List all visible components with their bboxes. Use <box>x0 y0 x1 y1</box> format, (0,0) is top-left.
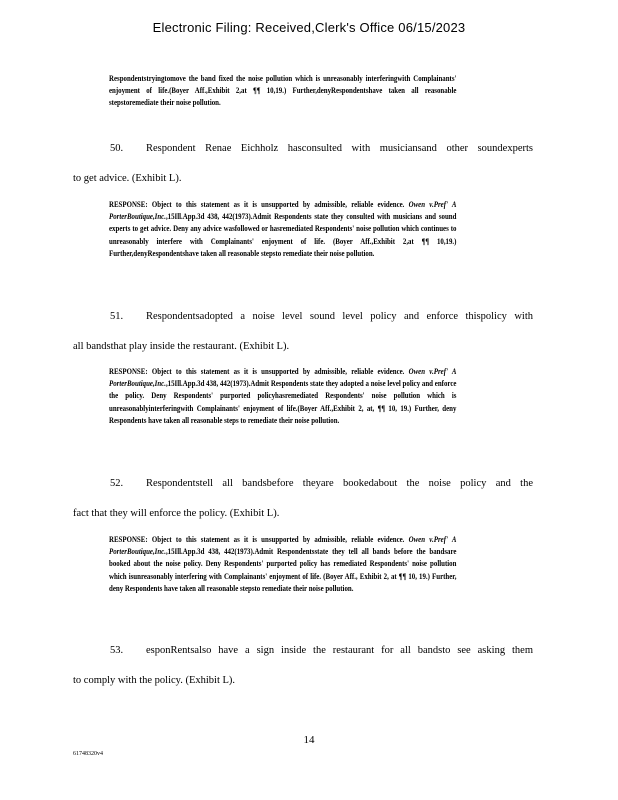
response-label: RESPONSE: <box>109 367 148 376</box>
response-51 <box>109 366 456 427</box>
paragraph-53 <box>73 636 533 696</box>
filing-header: Electronic Filing: Received,Clerk's Office 06/15/2023 <box>152 20 466 35</box>
response-objection: Object to this statement as it is unsupported by admissible, reliable evidence. <box>151 200 405 209</box>
case-citation: Owen v.Pref' A PorterBoutique,Inc. <box>109 535 457 557</box>
response-continuation <box>109 73 456 110</box>
case-citation: Owen v.Pref' A PorterBoutique,Inc. <box>109 200 457 222</box>
case-citation: Owen v.Pref' A PorterBoutique,Inc. <box>109 367 457 389</box>
response-body: ,15Ill.App.3d 438, 442(1973).Admit Respondents state they consulted with musicians and sound experts to get advice. Deny any advice wasfollowed or hasremediated Respondents' noise pollution which continues to unreasonably interfere with Complainants' enjoyment of life. (Boyer Aff.,Exhibit 2,at ¶¶ 10,19.) Further,denyRespondentshave taken all reasonable stepsto remediate their noise pollution. <box>109 212 457 258</box>
response-label: RESPONSE: <box>109 535 148 544</box>
paragraph-52 <box>73 469 533 529</box>
response-label: RESPONSE: <box>109 200 148 209</box>
response-body: ,15Ill.App.3d 438, 442(1973).Admit Respondentsstate they tell all bands before the bandsare booked about the noise policy. Deny Respondents' purported policy has remediated Respondents' noise pollution which isunreasonably interfering with Complainants' enjoyment of life. (Boyer Aff., Exhibit 2, at ¶¶ 10, 19.) Further, deny Respondents have taken all reasonable stepsto remediate their noise pollution. <box>109 547 457 593</box>
paragraph-50 <box>73 134 533 194</box>
response-52 <box>109 534 456 595</box>
paragraph-number: 50. <box>110 143 124 154</box>
response-text: Respondentstryingtomove the band fixed the noise pollution which is unreasonably interferingwith Complainants' enjoyment of life.(Boyer Aff.,Exhibit 2,at ¶¶ 10,19.) Further,denyRespondentshave taken all reasonable stepstoremediate their noise pollution. <box>109 74 457 108</box>
paragraph-51 <box>73 302 533 362</box>
paragraph-number: 52. <box>110 478 124 489</box>
response-objection: Object to this statement as it is unsupported by admissible, reliable evidence. <box>151 367 405 376</box>
response-body: ,15Ill.App.3d 438, 442(1973).Admit Respondents state they adopted a noise level policy and enforce the policy. Deny Respondents' purported policyhasremediated Respondents' noise pollution which is unreasonablyinterferingwith Complainants' enjoyment of life.(Boyer Aff.,Exhibit 2, at, ¶¶ 10, 19.) Further, deny Respondents have taken all reasonable steps to remediate their noise pollution. <box>109 379 457 425</box>
paragraph-line2: fact that they will enforce the policy. (Exhibit L). <box>73 508 280 519</box>
paragraph-line1: 51. Respondentsadopted a noise level sound level policy and enforce thispolicy with <box>73 302 533 332</box>
response-objection: Object to this statement as it is unsupported by admissible, reliable evidence. <box>151 535 405 544</box>
paragraph-line2: to comply with the policy. (Exhibit L). <box>73 675 236 686</box>
page-number: 14 <box>303 734 315 746</box>
paragraph-line1: 52. Respondentstell all bandsbefore theyare bookedabout the noise policy and the <box>73 469 533 499</box>
response-50 <box>109 199 456 260</box>
paragraph-line1: 53. esponRentsalso have a sign inside the restaurant for all bandsto see asking them <box>73 636 533 666</box>
paragraph-number: 53. <box>110 645 124 656</box>
paragraph-line2: to get advice. (Exhibit L). <box>73 173 182 184</box>
paragraph-line2: all bandsthat play inside the restaurant. (Exhibit L). <box>73 341 290 352</box>
document-id: 61748320v4 <box>73 751 103 757</box>
paragraph-number: 51. <box>110 311 124 322</box>
paragraph-line1: 50. Respondent Renae Eichholz hasconsulted with musiciansand other soundexperts <box>73 134 533 164</box>
